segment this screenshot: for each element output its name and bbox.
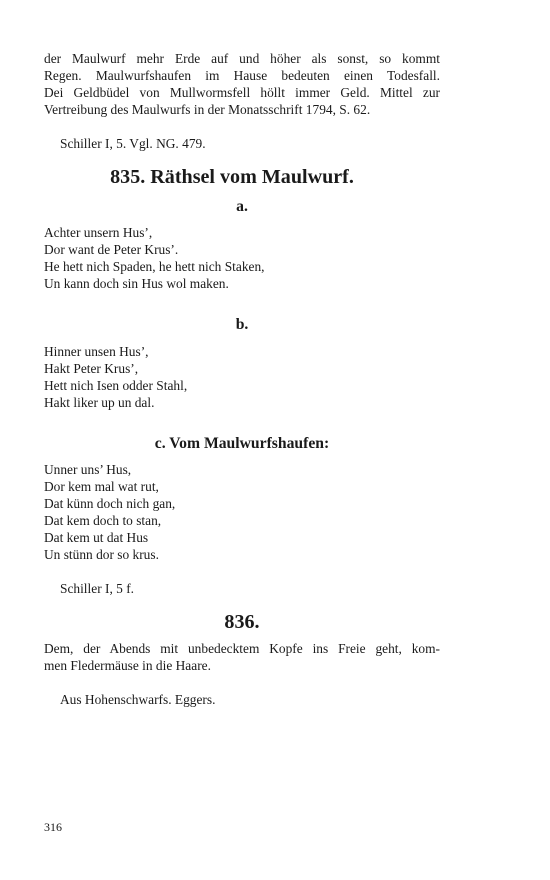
riddle-c-verse (44, 461, 440, 563)
intro-line: Dei Geldbüdel von Mullwormsfell höllt immer Geld. Mittel zur (44, 85, 440, 100)
entry-836-line: Dem, der Abends mit unbedecktem Kopfe ins Freie geht, kom- (44, 641, 440, 656)
verse-line: Dor kem mal wat rut, (44, 479, 159, 494)
intro-paragraph (44, 50, 440, 118)
verse-line: Hakt Peter Krus’, (44, 361, 139, 376)
intro-line: Regen. Maulwurfshaufen im Hause bedeuten einen Todesfall. (44, 68, 440, 83)
riddle-source: Schiller I, 5 f. (60, 581, 135, 596)
riddle-a-verse (44, 224, 440, 292)
entry-836-title: 836. (224, 611, 260, 633)
riddle-title: 835. Räthsel vom Maulwurf. (110, 166, 354, 188)
entry-836-paragraph (44, 640, 440, 674)
verse-line: He hett nich Spaden, he hett nich Staken, (44, 259, 265, 274)
verse-line: Un stünn dor so krus. (44, 547, 159, 562)
riddle-b-verse (44, 343, 440, 411)
intro-line: Vertreibung des Maulwurfs in der Monatsschrift 1794, S. 62. (44, 102, 371, 117)
verse-line: Dat kem doch to stan, (44, 513, 162, 528)
riddle-c-label: c. Vom Maulwurfshaufen: (154, 435, 330, 452)
verse-line: Hett nich Isen odder Stahl, (44, 378, 188, 393)
verse-line: Dat kem ut dat Hus (44, 530, 149, 545)
page-number: 316 (44, 820, 62, 834)
verse-line: Hinner unsen Hus’, (44, 344, 149, 359)
verse-line: Hakt liker up un dal. (44, 395, 155, 410)
intro-source: Schiller I, 5. Vgl. NG. 479. (60, 136, 206, 151)
verse-line: Un kann doch sin Hus wol maken. (44, 276, 229, 291)
entry-836-source: Aus Hohenschwarfs. Eggers. (60, 692, 216, 707)
page-body (44, 50, 440, 708)
riddle-a-label: a. (236, 198, 248, 215)
entry-836-line: men Fledermäuse in die Haare. (44, 658, 211, 673)
verse-line: Dor want de Peter Krus’. (44, 242, 179, 257)
verse-line: Dat künn doch nich gan, (44, 496, 176, 511)
riddle-b-label: b. (235, 316, 249, 333)
verse-line: Achter unsern Hus’, (44, 225, 153, 240)
verse-line: Unner uns’ Hus, (44, 462, 132, 477)
intro-line: der Maulwurf mehr Erde auf und höher als sonst, so kommt (44, 51, 440, 66)
